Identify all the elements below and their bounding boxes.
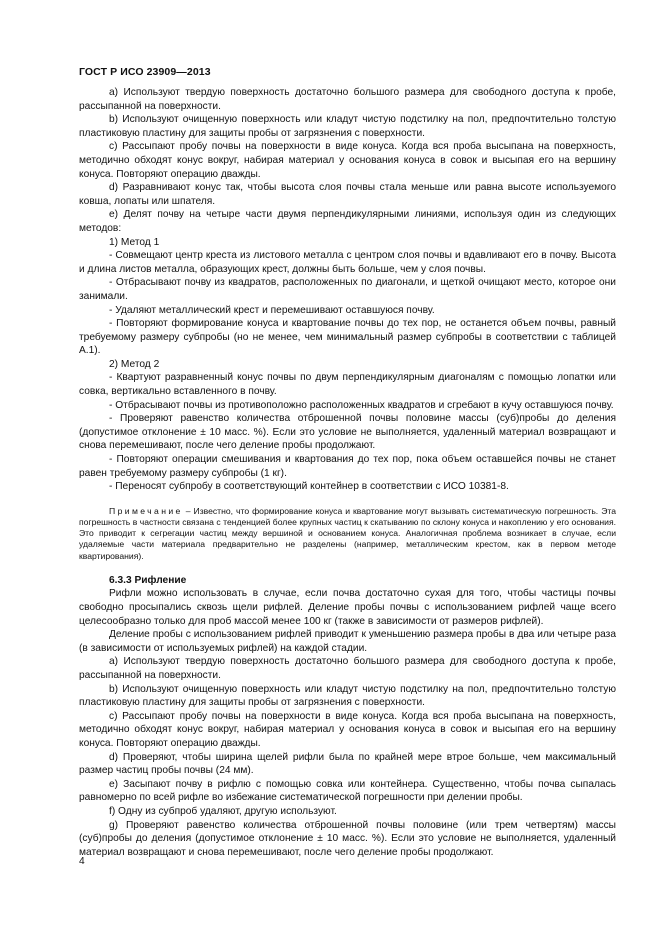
riffle-item-d: d) Проверяют, чтобы ширина щелей рифли была по крайней мере втрое больше, чем максимальный размер частиц пробы почвы (24 мм).	[79, 751, 616, 777]
riffle-item-b: b) Используют очищенную поверхность или кладут чистую подстилку на пол, предпочтительно толстую пластиковую пластину для защиты пробы от загрязнения с поверхности.	[79, 683, 616, 709]
method-1-step-3: - Удаляют металлический крест и перемешивают оставшуюся почву.	[109, 304, 435, 316]
note-label: Примечание	[109, 505, 183, 516]
document-header: ГОСТ Р ИСО 23909—2013	[79, 66, 211, 78]
paragraph-item-a: a) Используют твердую поверхность достаточно большого размера для свободного доступа к пробе, рассыпанной на поверхности.	[79, 87, 616, 112]
method-1-step-1: - Совмещают центр креста из листового металла с центром слоя почвы и вдавливают его в почву. Высота и длина листов металла, образующих крест, должны быть больше, чем у слоя почвы.	[79, 250, 616, 275]
method-2-step-1: - Квартуют разравненный конус почвы по двум перпендикулярным диагоналям с помощью лопатки или совка, вертикально вставленного в почву.	[79, 372, 616, 398]
riffle-item-c: c) Рассыпают пробу почвы на поверхности в виде конуса. Когда вся проба высыпана на поверхность, методично обходят конус вокруг, набирая материал у основания конуса в совок и высыпая его на вершину конуса. Повторяют операцию дважды.	[79, 710, 616, 749]
method-2-step-4: - Повторяют операции смешивания и квартования до тех пор, пока объем оставшейся почвы не станет равен требуемому размеру субпробы (1 кг).	[79, 454, 616, 479]
paragraph-item-b: b) Используют очищенную поверхность или кладут чистую подстилку на пол, предпочтительно толстую пластиковую пластину для защиты пробы от загрязнения с поверхности.	[79, 114, 616, 139]
riffle-item-e: e) Засыпают почву в рифлю с помощью совка или контейнера. Существенно, чтобы почва сыпалась равномерно по всей рифле во избежание систематической погрешности при делении пробы.	[79, 778, 616, 804]
riffle-item-f: f) Одну из субпроб удаляют, другую используют.	[109, 805, 337, 817]
document-body	[79, 86, 616, 859]
riffle-intro-2: Деление пробы с использованием рифлей приводит к уменьшению размера пробы в два или четыре раза (в зависимости от используемых рифлей) на каждой стадии.	[79, 629, 616, 654]
method-2-heading: 2) Метод 2	[109, 358, 160, 370]
page-number: 4	[79, 856, 85, 867]
method-1-step-2: - Отбрасывают почву из квадратов, расположенных по диагонали, и щеткой очищают место, которое они занимали.	[79, 277, 616, 302]
riffle-intro-1: Рифли можно использовать в случае, если почва достаточно сухая для того, чтобы частицы почвы свободно просыпались сквозь щели рифлей. Деление пробы почвы с использованием рифлей чаще всего целесообразно только для проб массой менее 100 кг (также в зависимости от размеров рифлей).	[79, 588, 616, 627]
paragraph-item-e: e) Делят почву на четыре части двумя перпендикулярными линиями, используя один из следующих методов:	[79, 209, 616, 234]
method-2-step-2: - Отбрасывают почвы из противоположно расположенных квадратов и сгребают в кучу оставшуюся почву.	[109, 399, 614, 411]
spacer	[79, 562, 616, 574]
riffle-item-g: g) Проверяют равенство количества отброшенной почвы половине (или трем четвертям) массы (суб)пробы до деления (допустимое отклонение ± 10 масс. %). Если это условие не выполняется, удаленный материал возвращают и снова перемешивают, после чего деление пробы продолжают.	[79, 819, 616, 858]
spacer	[79, 494, 616, 506]
paragraph-item-d: d) Разравнивают конус так, чтобы высота слоя почвы стала меньше или равна высоте используемого ковша, лопаты или шпателя.	[79, 182, 616, 207]
paragraph-item-c: c) Рассыпают пробу почвы на поверхности в виде конуса. Когда вся проба высыпана на поверхность, методично обходят конус вокруг, набирая материал у основания конуса в совок и высыпая его на вершину конуса. Повторяют операцию дважды.	[79, 141, 616, 180]
method-1-step-4: - Повторяют формирование конуса и квартование почвы до тех пор, не останется объем почвы, равный требуемому размеру субпробы (но не менее, чем минимальный размер субпробы в соответствии с таблицей А.1).	[79, 318, 616, 357]
method-2-step-5: - Переносят субпробу в соответствующий контейнер в соответствии с ИСО 10381-8.	[109, 481, 509, 493]
riffle-item-a: a) Используют твердую поверхность достаточно большого размера для свободного доступа к пробе, рассыпанной на поверхности.	[79, 656, 616, 681]
note-text: – Известно, что формирование конуса и квартование могут вызывать систематическую погрешность. Эта погрешность в частности связана с тенденцией более крупных частиц к скатыванию по склону конуса и накоплению у его основания. Это приводит к сегрегации частиц между вершиной и основанием конуса. Аналогичная проблема возникает в случае, если удаляемые части материала предварительно не разделены (например, металлическим крестом, как в первом методе квартирования).	[79, 505, 616, 561]
note-block	[79, 506, 616, 562]
method-1-heading: 1) Метод 1	[109, 236, 160, 248]
section-title: 6.3.3 Рифление	[109, 574, 187, 586]
method-2-step-3: - Проверяют равенство количества отброшенной почвы половине массы (суб)пробы до деления (допустимое отклонение ± 10 масс. %). Если это условие не выполняется, удаленный материал возвращают и снова перемешивают, после чего деление пробы продолжают.	[79, 413, 616, 452]
